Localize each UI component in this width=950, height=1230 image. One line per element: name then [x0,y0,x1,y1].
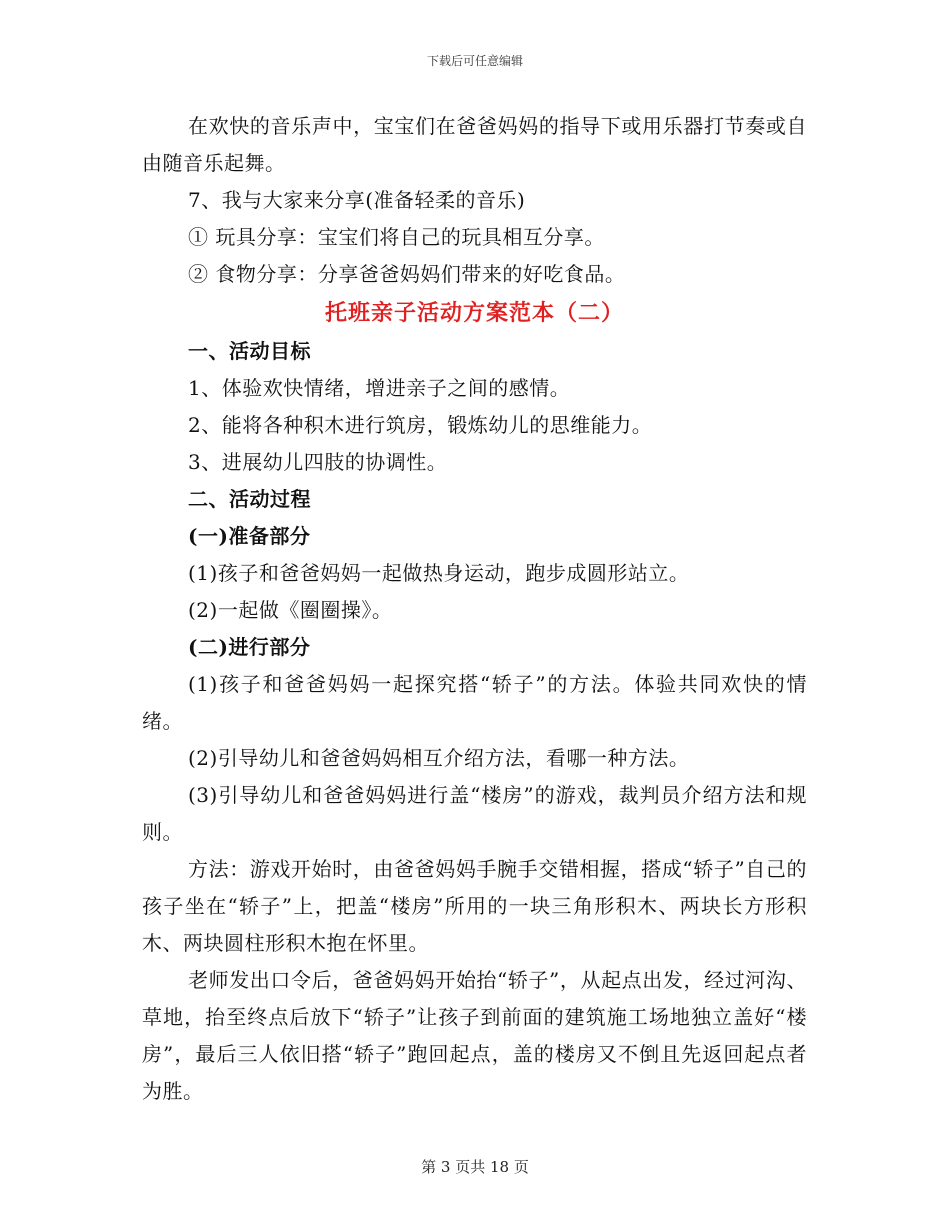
main-item: (1)孩子和爸爸妈妈一起探究搭“轿子”的方法。体验共同欢快的情绪。 [142,672,807,733]
method-paragraph: 方法：游戏开始时，由爸爸妈妈手腕手交错相握，搭成“轿子”自己的孩子坐在“轿子”上，把盖“楼房”所用的一块三角形积木、两块长方形积木、两块圆柱形积木抱在怀里。 [142,857,807,955]
goal-item: 3、进展幼儿四肢的协调性。 [188,450,448,474]
paragraph-toy-share: ① 玩具分享：宝宝们将自己的玩具相互分享。 [188,225,605,249]
rules-paragraph: 老师发出口令后，爸爸妈妈开始抬“轿子”，从起点出发，经过河沟、草地，抬至终点后放下“轿子”让孩子到前面的建筑施工场地独立盖好“楼房”，最后三人依旧搭“轿子”跑回起点，盖的楼房又不倒且先返回起点者为胜。 [142,968,807,1103]
goal-item: 1、体验欢快情绪，增进亲子之间的感情。 [188,376,571,400]
prep-item: (2)一起做《圈圈操》。 [188,598,393,622]
subheading-main: (二)进行部分 [188,635,311,659]
subheading-prep: (一)准备部分 [188,524,311,548]
document-body [142,108,807,1110]
goal-item: 2、能将各种积木进行筑房，锻炼幼儿的思维能力。 [188,413,653,437]
main-item: (3)引导幼儿和爸爸妈妈进行盖“楼房”的游戏，裁判员介绍方法和规则。 [142,783,807,844]
paragraph-food-share: ② 食物分享：分享爸爸妈妈们带来的好吃食品。 [188,262,626,286]
page-header: 下载后可任意编辑 [426,54,523,68]
paragraph-share-heading: 7、我与大家来分享(准备轻柔的音乐) [188,188,526,212]
main-item: (2)引导幼儿和爸爸妈妈相互介绍方法，看哪一种方法。 [188,746,690,770]
page-footer: 第 3 页共 18 页 [421,1158,529,1176]
paragraph-music: 在欢快的音乐声中，宝宝们在爸爸妈妈的指导下或用乐器打节奏或自由随音乐起舞。 [142,114,807,175]
prep-item: (1)孩子和爸爸妈妈一起做热身运动，跑步成圆形站立。 [188,561,690,585]
heading-goals: 一、活动目标 [188,339,311,363]
heading-process: 二、活动过程 [188,487,311,511]
section-title: 托班亲子活动方案范本（二） [324,300,624,326]
